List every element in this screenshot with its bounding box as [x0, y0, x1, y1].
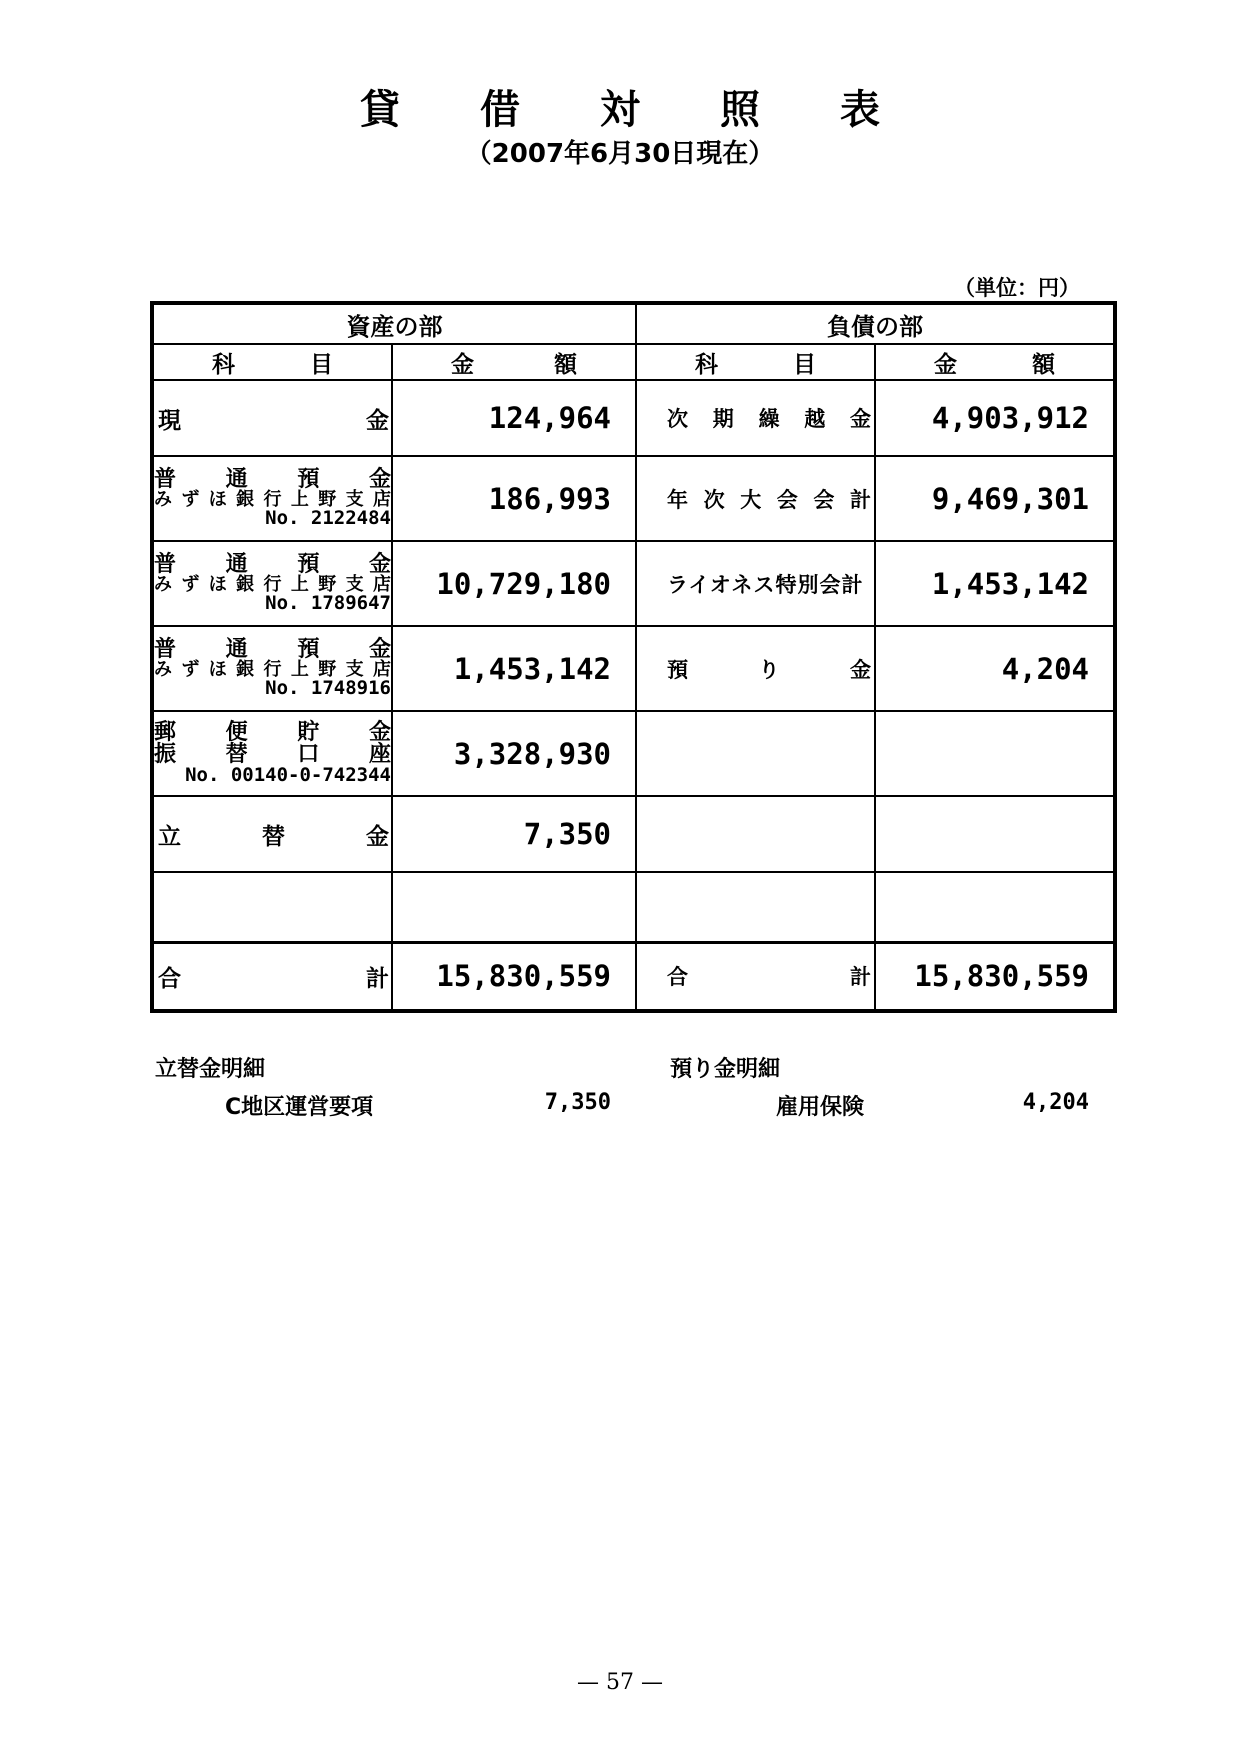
table-row: [152, 626, 1115, 711]
table-row: [152, 541, 1115, 626]
asset-label: 普 通 預 金 み ず ほ 銀 行 上 野 支 店 No. 1789647: [152, 541, 392, 626]
table-row: [152, 872, 1115, 942]
assets-section-header: 資産の部: [152, 303, 636, 344]
asset-amount: 124,964: [392, 380, 636, 456]
totals-row: [152, 942, 1115, 1011]
empty-cell: [875, 872, 1115, 942]
empty-cell: [392, 872, 636, 942]
asset-label: 普 通 預 金 み ず ほ 銀 行 上 野 支 店 No. 2122484: [152, 456, 392, 541]
liability-amount: 9,469,301: [875, 456, 1115, 541]
col-header-item: 科 目: [152, 344, 392, 380]
col-header-amount: 金 額: [392, 344, 636, 380]
table-row: [152, 711, 1115, 796]
empty-cell: [152, 872, 392, 942]
liabilities-section-header: 負債の部: [636, 303, 1115, 344]
title-char: 対: [600, 87, 640, 133]
asset-amount: 3,328,930: [392, 711, 636, 796]
empty-cell: [875, 711, 1115, 796]
empty-cell: [636, 796, 875, 872]
asset-label: 現 金: [152, 380, 392, 456]
col-header-amount: 金 額: [875, 344, 1115, 380]
table-row: [152, 380, 1115, 456]
table-row: [152, 456, 1115, 541]
asset-label: 郵 便 貯 金 振 替 口 座 No. 00140-0-742344: [152, 711, 392, 796]
advance-detail-amount: 7,350: [544, 1090, 611, 1115]
asset-amount: 10,729,180: [392, 541, 636, 626]
asset-label: 立 替 金: [152, 796, 392, 872]
deposit-detail-item: 雇用保険: [776, 1095, 865, 1120]
asset-amount: 7,350: [392, 796, 636, 872]
total-label: 合 計: [152, 942, 392, 1011]
deposit-detail-amount: 4,204: [1022, 1090, 1089, 1115]
empty-cell: [636, 711, 875, 796]
document-date: （2007年6月30日現在）: [465, 139, 775, 169]
title-char: 借: [480, 87, 520, 133]
liabilities-total: 15,830,559: [875, 942, 1115, 1011]
liability-label: 預 り 金: [636, 626, 875, 711]
liability-label: ライオネス特別会計: [636, 541, 875, 626]
liability-amount: 4,903,912: [875, 380, 1115, 456]
page-number: — 57 —: [577, 1670, 663, 1695]
title-char: 貸: [360, 87, 400, 133]
asset-label: 普 通 預 金 み ず ほ 銀 行 上 野 支 店 No. 1748916: [152, 626, 392, 711]
advance-detail-item: C地区運営要項: [225, 1095, 374, 1120]
table-row: [152, 796, 1115, 872]
document-title: [0, 78, 1240, 138]
unit-label: （単位：円）: [954, 276, 1080, 300]
liability-amount: 1,453,142: [875, 541, 1115, 626]
liability-label: 年 次 大 会 会 計: [636, 456, 875, 541]
asset-amount: 1,453,142: [392, 626, 636, 711]
title-char: 表: [840, 87, 880, 133]
balance-sheet-table: [150, 301, 1117, 1013]
advance-detail-heading: 立替金明細: [155, 1057, 266, 1082]
liability-label: 次 期 繰 越 金: [636, 380, 875, 456]
title-char: 照: [720, 87, 760, 133]
col-header-item: 科 目: [636, 344, 875, 380]
total-label: 合 計: [636, 942, 875, 1011]
empty-cell: [636, 872, 875, 942]
asset-amount: 186,993: [392, 456, 636, 541]
assets-total: 15,830,559: [392, 942, 636, 1011]
empty-cell: [875, 796, 1115, 872]
deposit-detail-heading: 預り金明細: [670, 1057, 781, 1082]
liability-amount: 4,204: [875, 626, 1115, 711]
